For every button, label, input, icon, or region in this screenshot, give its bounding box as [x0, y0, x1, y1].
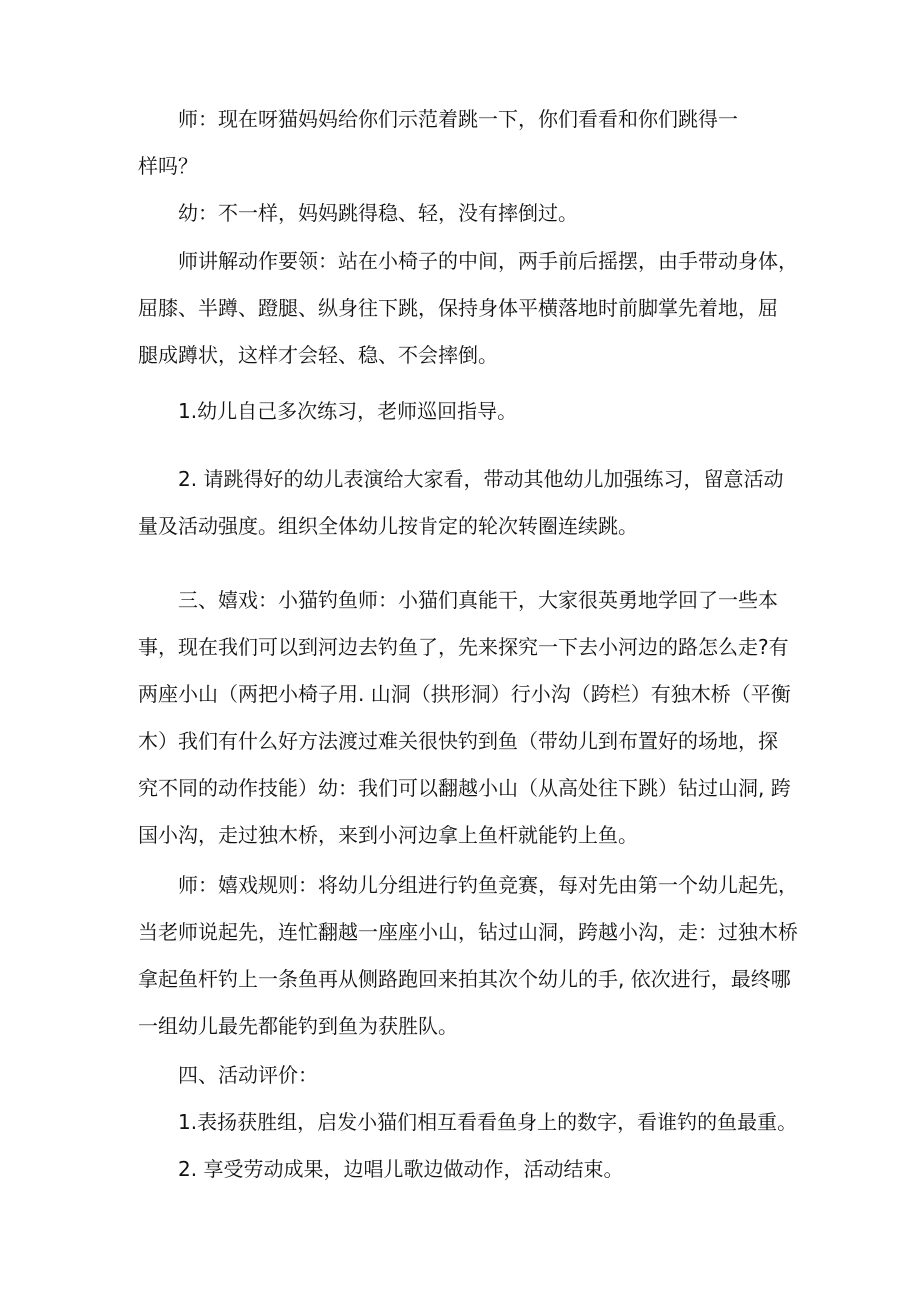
paragraph-line: 两座小山（两把小椅子用. 山洞（拱形洞）行小沟（跨栏）有独木桥（平衡: [138, 682, 791, 706]
paragraph-line: 2. 请跳得好的幼儿表演给大家看，带动其他幼儿加强练习，留意活动: [178, 467, 784, 491]
paragraph-line: 1.表扬获胜组，启发小猫们相互看看鱼身上的数字，看谁钓的鱼最重。: [178, 1110, 798, 1134]
paragraph-line: 屈膝、半蹲、蹬腿、纵身往下跳，保持身体平横落地时前脚掌先着地，屈: [138, 296, 778, 320]
paragraph-teacher-demo: [138, 96, 798, 190]
paragraph-line: 师讲解动作要领：站在小椅子的中间，两手前后摇摆，由手带动身体，: [178, 249, 798, 273]
paragraph-evaluation-1: [138, 1099, 798, 1146]
paragraph-line: 四、活动评价：: [178, 1063, 318, 1087]
paragraph-line: 一组幼儿最先都能钓到鱼为获胜队。: [138, 1014, 458, 1038]
paragraph-line: 三、嬉戏：小猫钓鱼师：小猫们真能干，大家很英勇地学回了一些本: [178, 588, 778, 612]
paragraph-line: 师：现在呀猫妈妈给你们示范着跳一下，你们看看和你们跳得一: [178, 107, 738, 131]
paragraph-step-1: [138, 388, 798, 435]
paragraph-action-essentials: [138, 238, 798, 379]
paragraph-line: 腿成蹲状，这样才会轻、稳、不会摔倒。: [138, 343, 498, 367]
paragraph-line: 量及活动强度。组织全体幼儿按肯定的轮次转圈连续跳。: [138, 514, 638, 538]
paragraph-line: 2. 享受劳动成果，边唱儿歌边做动作，活动结束。: [178, 1157, 624, 1181]
paragraph-step-2: [138, 456, 798, 550]
paragraph-line: 事，现在我们可以到河边去钓鱼了，先来探究一下去小河边的路怎么走?有: [138, 635, 789, 659]
section-heading-evaluation: [138, 1052, 798, 1099]
paragraph-line: 当老师说起先，连忙翻越一座座小山，钻过山洞，跨越小沟，走：过独木桥: [138, 920, 798, 944]
paragraph-line: 拿起鱼杆钓上一条鱼再从侧路跑回来拍其次个幼儿的手, 依次进行，最终哪: [138, 967, 791, 991]
paragraph-line: 幼：不一样，妈妈跳得稳、轻，没有摔倒过。: [178, 201, 578, 225]
paragraph-child-reply: [138, 190, 798, 237]
paragraph-evaluation-2: [138, 1146, 798, 1193]
paragraph-line: 1.幼儿自己多次练习，老师巡回指导。: [178, 399, 518, 423]
paragraph-line: 究不同的动作技能）幼：我们可以翻越小山（从高处往下跳）钻过山洞, 跨: [138, 776, 791, 800]
paragraph-game-rules: [138, 862, 798, 1050]
paragraph-line: 国小沟，走过独木桥，来到小河边拿上鱼杆就能钓上鱼。: [138, 823, 638, 847]
paragraph-game-intro: [138, 577, 798, 859]
paragraph-line: 木）我们有什么好方法渡过难关很快钓到鱼（带幼儿到布置好的场地，探: [138, 729, 778, 753]
paragraph-line: 师：嬉戏规则：将幼儿分组进行钓鱼竞赛，每对先由第一个幼儿起先，: [178, 873, 798, 897]
paragraph-line: 样吗？: [138, 154, 198, 178]
